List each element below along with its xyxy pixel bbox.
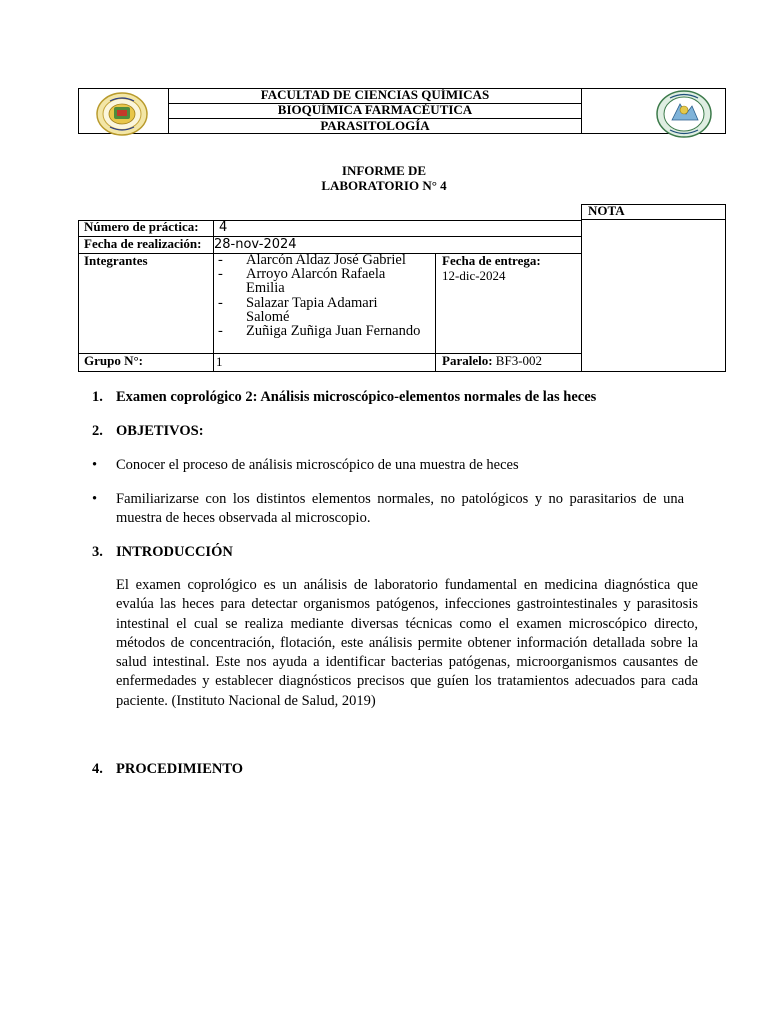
- bullet-icon: •: [92, 491, 98, 507]
- objective-text: Familiarizarse con los distintos elementos normales, no patológicos y no parasitarios de una muestra de heces observada al microscopio.: [116, 491, 684, 526]
- bullet-icon: •: [92, 457, 98, 473]
- report-title-line-2: LABORATORIO N° 4: [321, 178, 447, 193]
- member-name: Salazar Tapia Adamari: [246, 295, 378, 311]
- paralelo-field: [442, 354, 542, 368]
- objective-text: Conocer el proceso de análisis microscópico de una muestra de heces: [116, 457, 519, 473]
- paralelo-value: BF3-002: [495, 353, 543, 368]
- practice-number-label: Número de práctica:: [84, 219, 199, 234]
- section-title: OBJETIVOS:: [116, 423, 204, 439]
- career-name: BIOQUÍMICA FARMACÉUTICA: [277, 102, 473, 117]
- faculty-name: FACULTAD DE CIENCIAS QUÍMICAS: [260, 87, 490, 102]
- grade-label: NOTA: [588, 203, 625, 218]
- practice-number-value: 4: [219, 220, 228, 235]
- member-name: Zuñiga Zuñiga Juan Fernando: [246, 323, 421, 339]
- realization-date-value: 28-nov-2024: [214, 237, 297, 252]
- group-value: 1: [216, 354, 223, 369]
- member-dash: -: [218, 295, 223, 311]
- faculty-seal-icon: [656, 90, 712, 138]
- member-dash: -: [218, 266, 223, 282]
- section-title: PROCEDIMIENTO: [116, 761, 244, 777]
- member-dash: -: [218, 323, 223, 339]
- grade-box: [581, 204, 726, 372]
- group-label: Grupo N°:: [84, 353, 144, 368]
- delivery-date-label: Fecha de entrega:: [442, 253, 541, 268]
- section-title: INTRODUCCIÓN: [116, 544, 233, 560]
- section-number: 4.: [92, 761, 103, 777]
- university-seal-icon: [96, 92, 148, 136]
- subject-name: PARASITOLOGÍA: [320, 118, 430, 133]
- section-number: 1.: [92, 389, 103, 405]
- member-name: Arroyo Alarcón Rafaela: [246, 266, 386, 282]
- section-title: Examen coprológico 2: Análisis microscópico-elementos normales de las heces: [116, 389, 597, 405]
- section-number: 2.: [92, 423, 103, 439]
- members-label: Integrantes: [84, 253, 148, 268]
- report-title-line-1: INFORME DE: [341, 163, 427, 178]
- member-name: Alarcón Aldaz José Gabriel: [246, 252, 406, 268]
- paralelo-label: Paralelo:: [442, 353, 493, 368]
- member-dash: -: [218, 252, 223, 268]
- member-name-cont: Emilia: [246, 280, 285, 296]
- introduction-paragraph: El examen coprológico es un análisis de laboratorio fundamental en medicina diagnóstica que evalúa las heces para detectar organismos patógenos, infecciones gastrointestinales y parasitosis intestinal el cual se realiza mediante diversas técnicas como el examen microscópico directo, métodos de concentración, flotación, este análisis permite obtener información detallada sobre la salud intestinal. Este nos ayuda a identificar bacterias patógenas, microorganismos causantes de enfermedades y establecer diagnósticos precisos que guíen los tratamientos adecuados para cada paciente. (Instituto Nacional de Salud, 2019): [116, 577, 698, 709]
- realization-date-label: Fecha de realización:: [84, 236, 202, 251]
- delivery-date-value: 12-dic-2024: [442, 268, 506, 283]
- section-number: 3.: [92, 544, 103, 560]
- member-name-cont: Salomé: [246, 309, 290, 325]
